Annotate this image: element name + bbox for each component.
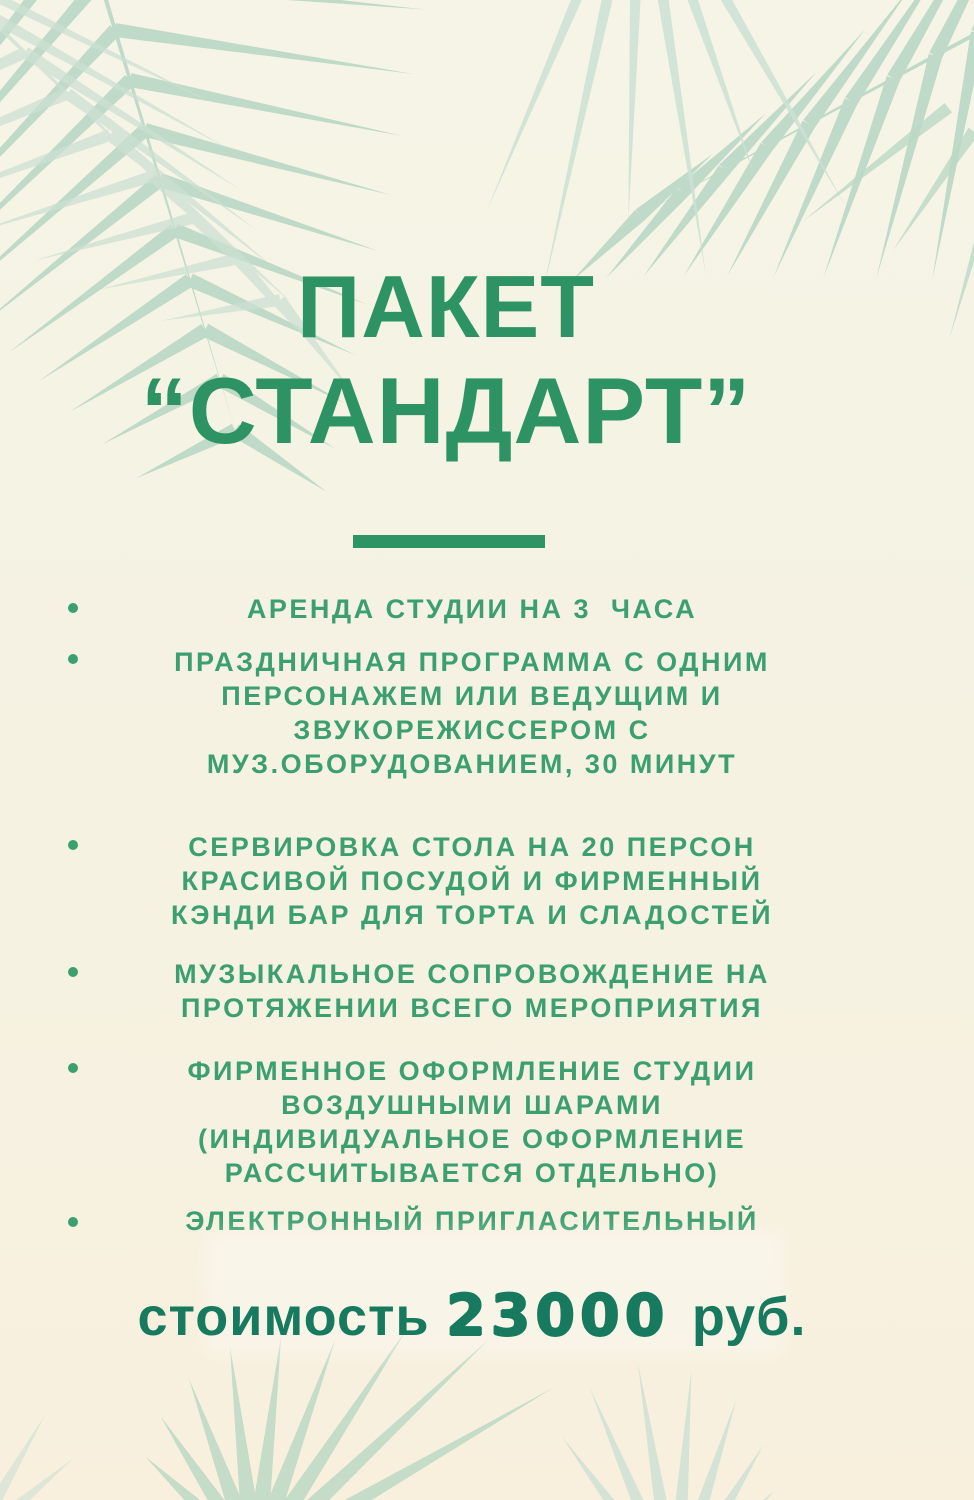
item-line: МУЗ.ОБОРУДОВАНИЕМ, 30 МИНУТ [206, 749, 738, 779]
package-title-line2: “СТАНДАРТ” [140, 358, 752, 463]
item-line: МУЗЫКАЛЬНОЕ СОПРОВОЖДЕНИЕ НА [174, 959, 770, 989]
package-title-line1: ПАКЕТ [297, 257, 595, 356]
item-line: ЭЛЕКТРОННЫЙ ПРИГЛАСИТЕЛЬНЫЙ [185, 1206, 759, 1236]
title-divider-bar [353, 535, 545, 548]
package-item [60, 592, 834, 626]
item-line: РАССЧИТЫВАЕТСЯ ОТДЕЛЬНО) [224, 1158, 720, 1188]
item-line: СЕРВИРОВКА СТОЛА НА 20 ПЕРСОН [188, 832, 756, 862]
item-line: ВОЗДУШНЫМИ ШАРАМИ [281, 1090, 663, 1120]
bullet-dot [68, 654, 78, 664]
bullet-dot [68, 603, 78, 613]
item-line: ПРОТЯЖЕНИИ ВСЕГО МЕРОПРИЯТИЯ [181, 993, 763, 1023]
price-amount: 23000 [446, 1283, 670, 1349]
price-label: стоимость [137, 1287, 430, 1347]
item-line: АРЕНДА СТУДИИ НА 3 ЧАСА [246, 594, 698, 624]
item-line: КЭНДИ БАР ДЛЯ ТОРТА И СЛАДОСТЕЙ [170, 900, 774, 930]
item-line: ФИРМЕННОЕ ОФОРМЛЕНИЕ СТУДИИ [187, 1056, 757, 1086]
bullet-dot [68, 1217, 78, 1227]
price-line [0, 1283, 944, 1349]
price-currency: руб. [691, 1287, 807, 1347]
bullet-dot [68, 840, 78, 850]
bullet-dot [68, 967, 78, 977]
item-line: ПЕРСОНАЖЕМ ИЛИ ВЕДУЩИМ И [221, 681, 723, 711]
package-item [60, 957, 834, 1025]
item-line: КРАСИВОЙ ПОСУДОЙ И ФИРМЕННЫЙ [181, 866, 763, 896]
bullet-dot [68, 1063, 78, 1073]
package-item [60, 830, 834, 932]
item-line: ЗВУКОРЕЖИССЕРОМ С [293, 715, 651, 745]
item-line: ПРАЗДНИЧНАЯ ПРОГРАММА С ОДНИМ [174, 647, 770, 677]
package-item [60, 645, 834, 781]
package-item [60, 1054, 834, 1190]
item-line: (ИНДИВИДУАЛЬНОЕ ОФОРМЛЕНИЕ [197, 1124, 747, 1154]
